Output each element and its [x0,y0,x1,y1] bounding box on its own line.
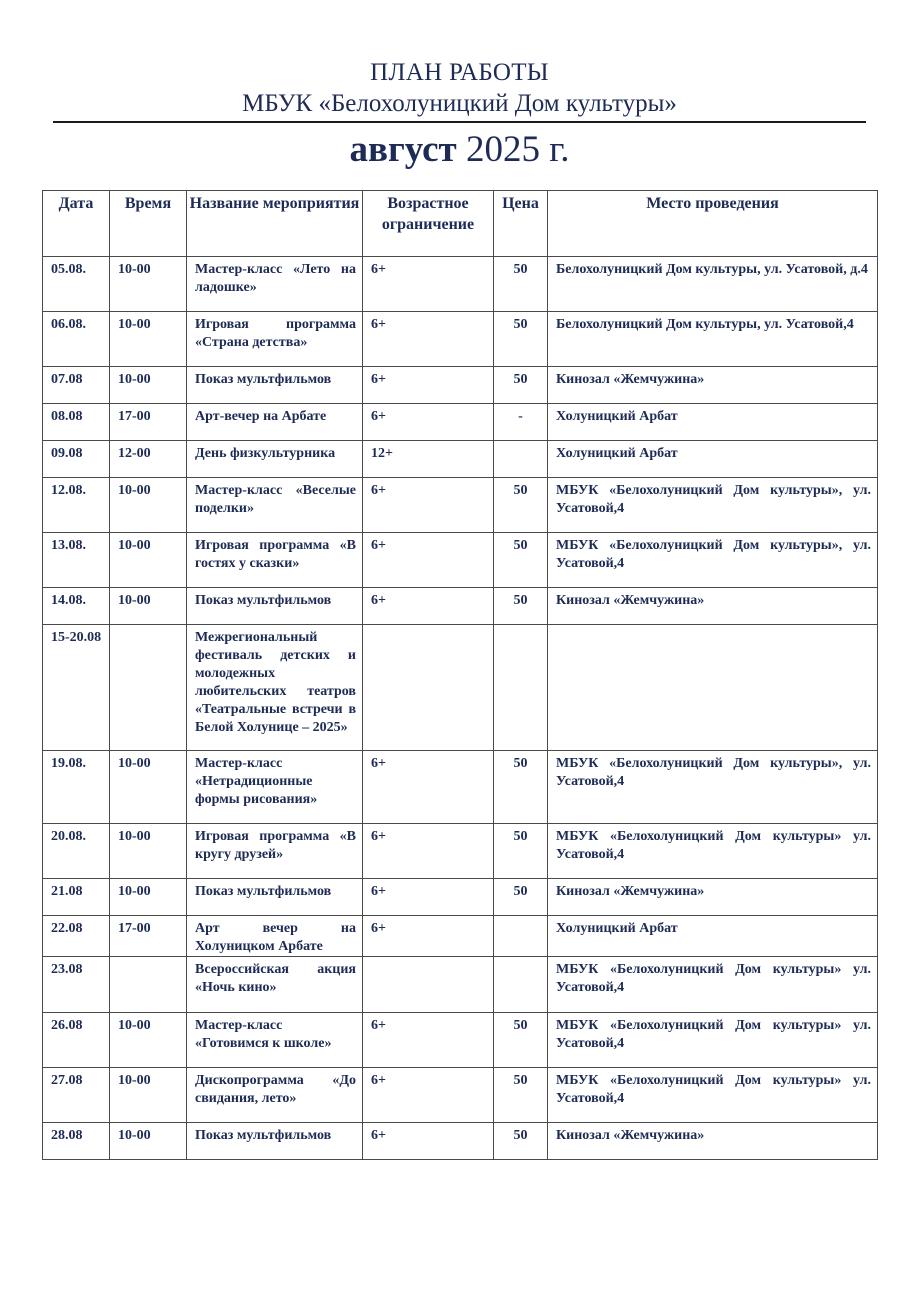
cell-place: Холуницкий Арбат [548,441,878,478]
column-header-price: Цена [494,191,548,257]
period-year: 2025 г. [465,129,570,170]
cell-date: 07.08 [43,367,110,404]
table-row [43,625,878,751]
table-row [43,257,878,312]
table-row [43,441,878,478]
table-row [43,312,878,367]
cell-place: Кинозал «Жемчужина» [548,367,878,404]
cell-place: МБУК «Белохолуницкий Дом культуры» ул. Усатовой,4 [548,1068,878,1123]
table-row [43,824,878,879]
cell-time [110,957,187,1013]
cell-time: 10-00 [110,533,187,588]
cell-name: Игровая программа «В кругу друзей» [187,824,363,879]
cell-place: МБУК «Белохолуницкий Дом культуры» ул. Усатовой,4 [548,957,878,1013]
cell-date: 28.08 [43,1123,110,1160]
cell-age: 6+ [363,879,494,916]
table-row [43,1068,878,1123]
cell-time: 10-00 [110,257,187,312]
cell-age: 6+ [363,916,494,957]
cell-date: 08.08 [43,404,110,441]
cell-name: Арт вечер на Холуницком Арбате [187,916,363,957]
table-row [43,879,878,916]
cell-time: 10-00 [110,588,187,625]
cell-time: 10-00 [110,367,187,404]
events-table [42,190,878,1160]
cell-date: 05.08. [43,257,110,312]
cell-price: 50 [494,588,548,625]
cell-price: 50 [494,367,548,404]
cell-age: 6+ [363,1013,494,1068]
cell-age: 6+ [363,312,494,367]
table-row [43,588,878,625]
table-row [43,404,878,441]
cell-time: 10-00 [110,879,187,916]
cell-age: 6+ [363,478,494,533]
period-title [0,127,919,173]
cell-price: 50 [494,1123,548,1160]
cell-date: 15-20.08 [43,625,110,751]
cell-time: 10-00 [110,1013,187,1068]
cell-name: Мастер-класс «Веселые поделки» [187,478,363,533]
table-row [43,916,878,957]
cell-place: Белохолуницкий Дом культуры, ул. Усатовой,4 [548,312,878,367]
table-row [43,957,878,1013]
cell-name: День физкультурника [187,441,363,478]
cell-price: 50 [494,1068,548,1123]
period-month: август [349,129,457,170]
column-header-time: Время [110,191,187,257]
cell-date: 14.08. [43,588,110,625]
cell-time: 10-00 [110,1068,187,1123]
cell-age: 6+ [363,824,494,879]
cell-price: 50 [494,1013,548,1068]
cell-price: 50 [494,257,548,312]
cell-price [494,916,548,957]
cell-time: 10-00 [110,312,187,367]
table-row [43,1013,878,1068]
table-row [43,478,878,533]
cell-place: Кинозал «Жемчужина» [548,588,878,625]
cell-place: Белохолуницкий Дом культуры, ул. Усатовой, д.4 [548,257,878,312]
cell-price [494,441,548,478]
table-row [43,533,878,588]
cell-name: Мастер-класс «Готовимся к школе» [187,1013,363,1068]
cell-price: 50 [494,533,548,588]
header-divider [53,121,866,123]
cell-place: Холуницкий Арбат [548,404,878,441]
cell-time: 10-00 [110,751,187,824]
cell-date: 27.08 [43,1068,110,1123]
cell-price: 50 [494,824,548,879]
cell-place: Холуницкий Арбат [548,916,878,957]
cell-age: 6+ [363,367,494,404]
cell-age: 6+ [363,404,494,441]
cell-age: 6+ [363,257,494,312]
cell-date: 19.08. [43,751,110,824]
cell-time: 10-00 [110,1123,187,1160]
table-header-row [43,191,878,257]
cell-place: МБУК «Белохолуницкий Дом культуры», ул. Усатовой,4 [548,478,878,533]
cell-name: Арт-вечер на Арбате [187,404,363,441]
cell-time: 10-00 [110,824,187,879]
cell-date: 09.08 [43,441,110,478]
cell-name: Игровая программа «В гостях у сказки» [187,533,363,588]
cell-age: 6+ [363,1068,494,1123]
table-row [43,751,878,824]
cell-date: 06.08. [43,312,110,367]
column-header-name: Название мероприятия [187,191,363,257]
cell-date: 26.08 [43,1013,110,1068]
cell-price: - [494,404,548,441]
table-row [43,1123,878,1160]
column-header-age: Возрастное ограничение [363,191,494,257]
cell-date: 23.08 [43,957,110,1013]
cell-price: 50 [494,312,548,367]
cell-time: 12-00 [110,441,187,478]
cell-place: Кинозал «Жемчужина» [548,879,878,916]
cell-name: Показ мультфильмов [187,1123,363,1160]
cell-place: МБУК «Белохолуницкий Дом культуры» ул. Усатовой,4 [548,824,878,879]
cell-date: 13.08. [43,533,110,588]
cell-name: Игровая программа «Страна детства» [187,312,363,367]
cell-name: Всероссийская акция «Ночь кино» [187,957,363,1013]
cell-place: МБУК «Белохолуницкий Дом культуры», ул. Усатовой,4 [548,533,878,588]
cell-age: 6+ [363,533,494,588]
cell-age [363,625,494,751]
column-header-date: Дата [43,191,110,257]
cell-date: 12.08. [43,478,110,533]
cell-name: Межрегиональный фестиваль детских и молодежных любительских театров «Театральные встречи в Белой Холунице – 2025» [187,625,363,751]
cell-time: 17-00 [110,404,187,441]
cell-time: 10-00 [110,478,187,533]
cell-time [110,625,187,751]
cell-name: Показ мультфильмов [187,588,363,625]
cell-name: Дископрограмма «До свидания, лето» [187,1068,363,1123]
cell-age: 12+ [363,441,494,478]
cell-place: Кинозал «Жемчужина» [548,1123,878,1160]
cell-date: 21.08 [43,879,110,916]
cell-date: 22.08 [43,916,110,957]
cell-price: 50 [494,751,548,824]
document-title: ПЛАН РАБОТЫ [370,59,549,86]
cell-place [548,625,878,751]
cell-age: 6+ [363,1123,494,1160]
cell-name: Показ мультфильмов [187,367,363,404]
table-row [43,367,878,404]
cell-age: 6+ [363,751,494,824]
organization-name: МБУК «Белохолуницкий Дом культуры» [242,90,677,117]
cell-name: Показ мультфильмов [187,879,363,916]
cell-age [363,957,494,1013]
cell-time: 17-00 [110,916,187,957]
cell-date: 20.08. [43,824,110,879]
cell-price: 50 [494,478,548,533]
cell-name: Мастер-класс «Нетрадиционные формы рисования» [187,751,363,824]
cell-price [494,957,548,1013]
cell-price: 50 [494,879,548,916]
column-header-place: Место проведения [548,191,878,257]
cell-name: Мастер-класс «Лето на ладошке» [187,257,363,312]
cell-place: МБУК «Белохолуницкий Дом культуры» ул. Усатовой,4 [548,1013,878,1068]
cell-age: 6+ [363,588,494,625]
cell-price [494,625,548,751]
cell-place: МБУК «Белохолуницкий Дом культуры», ул. Усатовой,4 [548,751,878,824]
